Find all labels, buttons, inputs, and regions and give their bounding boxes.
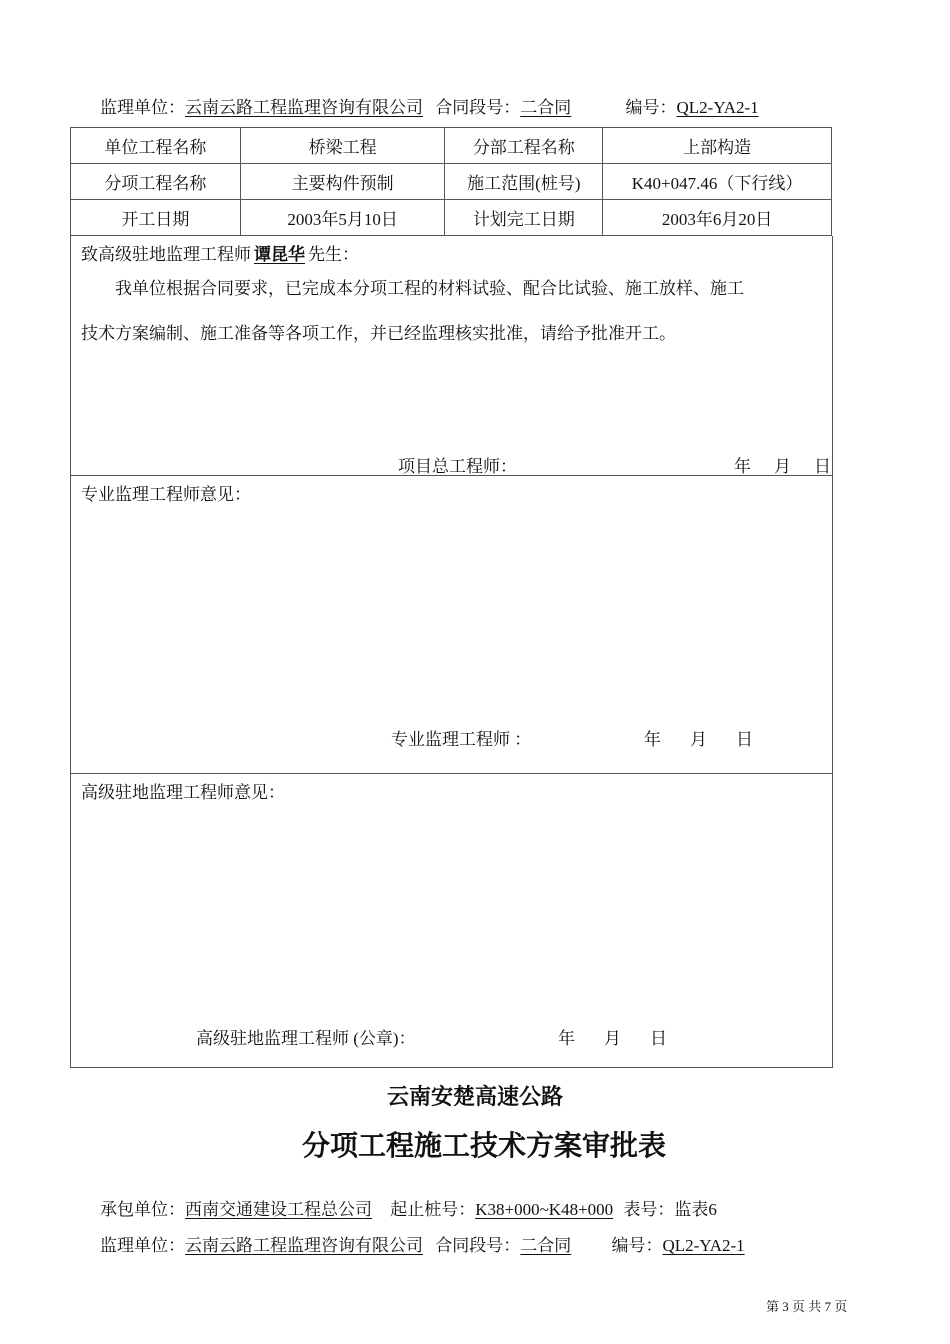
contractor-label: 承包单位： [100, 1200, 185, 1219]
contractor-value: 西南交通建设工程总公司 [185, 1200, 372, 1219]
senior-opinion-section [70, 774, 833, 1068]
number-value-2: QL2-YA2-1 [662, 1236, 745, 1255]
request-section [70, 236, 833, 476]
request-body-line2: 技术方案编制、施工准备等各项工作，并已经监理核实批准，请给予批准开工。 [81, 324, 676, 343]
division-value: 上部构造 [603, 128, 832, 164]
contract-value-2: 二合同 [520, 1236, 572, 1255]
number-value: QL2-YA2-1 [676, 98, 759, 117]
contractor-line [100, 1195, 717, 1220]
number-label: 编号： [625, 98, 677, 117]
info-table [70, 127, 832, 236]
salutation-suffix: 先生： [308, 245, 359, 264]
unit-project-label: 单位工程名称 [71, 128, 241, 164]
header-top [100, 93, 759, 118]
end-date-label: 计划完工日期 [445, 200, 603, 236]
end-date-value: 2003年6月20日 [603, 200, 832, 236]
start-date-value: 2003年5月10日 [240, 200, 445, 236]
contract-value: 二合同 [520, 98, 572, 117]
specialist-opinion-label: 专业监理工程师意见： [81, 485, 251, 504]
supervisor-value-2: 云南云路工程监理咨询有限公司 [185, 1236, 423, 1255]
form-number: 表号：监表6 [623, 1200, 717, 1219]
chief-engineer-label: 项目总工程师： [398, 457, 517, 476]
number-label-2: 编号： [611, 1236, 663, 1255]
start-date-label: 开工日期 [71, 200, 241, 236]
division-label: 分部工程名称 [445, 128, 603, 164]
specialist-opinion-section [70, 476, 833, 774]
specialist-signer-label: 专业监理工程师 ： [391, 730, 532, 749]
supervisor-line [100, 1231, 745, 1256]
supervisor-label-2: 监理单位： [100, 1236, 185, 1255]
supervisor-label: 监理单位： [100, 98, 185, 117]
contract-label: 合同段号： [435, 98, 521, 117]
salutation-prefix: 致高级驻地监理工程师 [81, 245, 251, 264]
contract-label-2: 合同段号： [435, 1236, 521, 1255]
item-project-value: 主要构件预制 [240, 164, 445, 200]
scope-label: 施工范围(桩号) [445, 164, 603, 200]
scope-value: K40+047.46（下行线） [603, 164, 832, 200]
form-title: 分项工程施工技术方案审批表 [301, 1129, 666, 1162]
request-body-line1: 我单位根据合同要求，已完成本分项工程的材料试验、配合比试验、施工放样、施工 [115, 279, 744, 298]
specialist-date: 年 月 日 [644, 730, 759, 749]
item-project-label: 分项工程名称 [71, 164, 241, 200]
form-highway-title: 云南安楚高速公路 [386, 1085, 563, 1110]
station-label: 起止桩号： [390, 1200, 476, 1219]
senior-date: 年 月 日 [558, 1029, 673, 1048]
senior-opinion-label: 高级驻地监理工程师意见： [81, 783, 285, 802]
station-value: K38+000~K48+000 [475, 1200, 614, 1219]
table-row [71, 164, 832, 200]
page-number: 第 3 页 共 7 页 [766, 1299, 848, 1314]
request-date: 年 月 日 [734, 457, 834, 476]
supervisor-value: 云南云路工程监理咨询有限公司 [185, 98, 423, 117]
salutation [81, 240, 359, 265]
unit-project-value: 桥梁工程 [240, 128, 445, 164]
engineer-name: 谭昆华 [254, 245, 305, 264]
table-row [71, 128, 832, 164]
table-row [71, 200, 832, 236]
senior-signer-label: 高级驻地监理工程师 (公章)： [196, 1029, 416, 1048]
